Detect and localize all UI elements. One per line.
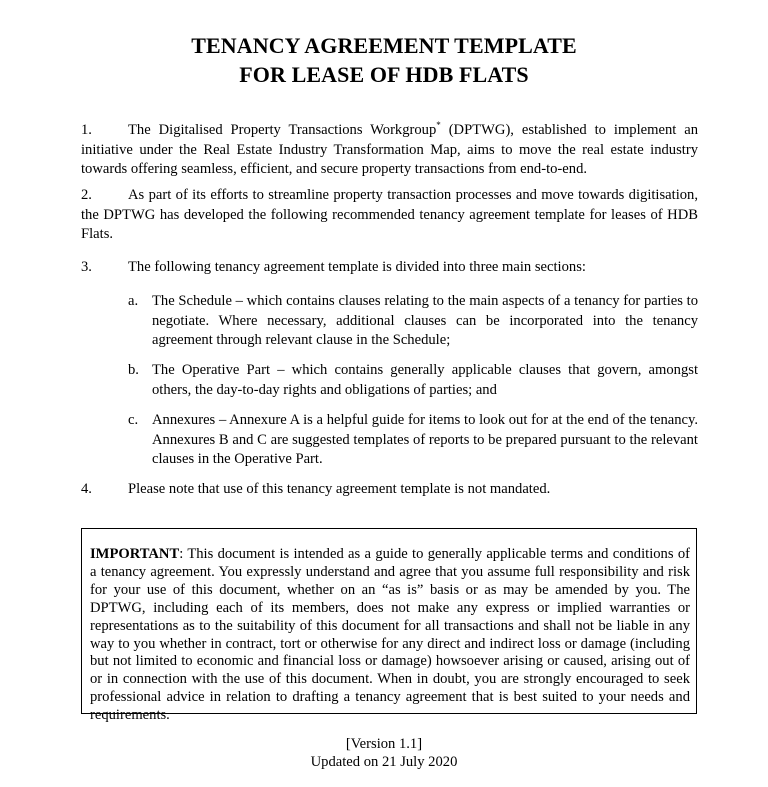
- paragraph-text: The Digitalised Property Transactions Workgroup: [128, 122, 437, 138]
- section-letter: c.: [128, 412, 139, 428]
- section-letter: a.: [128, 293, 139, 309]
- paragraph-text-continued: (DPTWG), established to implement an initiative under the Real Estate Industry Transformation Map, aims to move the real estate industry towards offering seamless, efficient, and secure property transactions from end-to-end.: [81, 122, 698, 177]
- paragraph-number: 4.: [81, 481, 92, 497]
- updated-date: Updated on 21 July 2020: [310, 754, 458, 770]
- section-letter: b.: [128, 362, 139, 378]
- section-text: Annexures – Annexure A is a helpful guide for items to look out for at the end of the tenancy. Annexures B and C are suggested templates of reports to be prepared pursuant to the relevant clauses in the Operative Part.: [152, 412, 698, 467]
- paragraph-number: 2.: [81, 187, 92, 203]
- footnote-marker: *: [436, 120, 441, 131]
- paragraph-4: [81, 480, 698, 500]
- version-label: [Version 1.1]: [345, 736, 423, 752]
- document-title-line-1: TENANCY AGREEMENT TEMPLATE: [191, 33, 577, 58]
- section-item-schedule: [128, 292, 698, 351]
- paragraph-2: [81, 186, 698, 245]
- section-item-annexures: [128, 411, 698, 470]
- important-notice-box: [81, 528, 697, 724]
- section-text: The Operative Part – which contains generally applicable clauses that govern, amongst others, the day-to-day rights and obligations of parties; and: [152, 362, 698, 398]
- paragraph-1: [81, 121, 698, 180]
- paragraph-text: As part of its efforts to streamline property transaction processes and move towards digitisation, the DPTWG has developed the following recommended tenancy agreement template for leases of HDB Flats.: [81, 187, 698, 242]
- document-title-line-2: FOR LEASE OF HDB FLATS: [239, 62, 529, 87]
- paragraph-3: [81, 258, 698, 278]
- section-text: The Schedule – which contains clauses relating to the main aspects of a tenancy for parties to negotiate. Where necessary, additional clauses can be incorporated into the tenancy agreement through relevant clause in the Schedule;: [152, 293, 698, 348]
- section-item-operative-part: [128, 361, 698, 400]
- paragraph-number: 1.: [81, 122, 92, 138]
- important-notice-text: [90, 546, 690, 725]
- paragraph-text: Please note that use of this tenancy agreement template is not mandated.: [128, 481, 551, 497]
- paragraph-text: The following tenancy agreement template is divided into three main sections:: [128, 259, 586, 275]
- paragraph-number: 3.: [81, 259, 92, 275]
- important-label: IMPORTANT: [90, 546, 180, 562]
- important-body: : This document is intended as a guide to generally applicable terms and conditions of a tenancy agreement. You expressly understand and agree that you assume full responsibility and risk for your use of this document, whether on an “as is” basis or as may be amended by you. The DPTWG, including each of its members, does not make any express or implied warranties or representations as to the suitability of this document for all transactions and shall not be liable in any way to you whether in contract, tort or otherwise for any direct and indirect loss or damage (including but not limited to economic and financial loss or damage) howsoever arising or caused, arising out of or in connection with the use of this document. When in doubt, you are strongly encouraged to seek professional advice in relation to drafting a tenancy agreement that is best suited to your needs and requirements.: [90, 546, 690, 724]
